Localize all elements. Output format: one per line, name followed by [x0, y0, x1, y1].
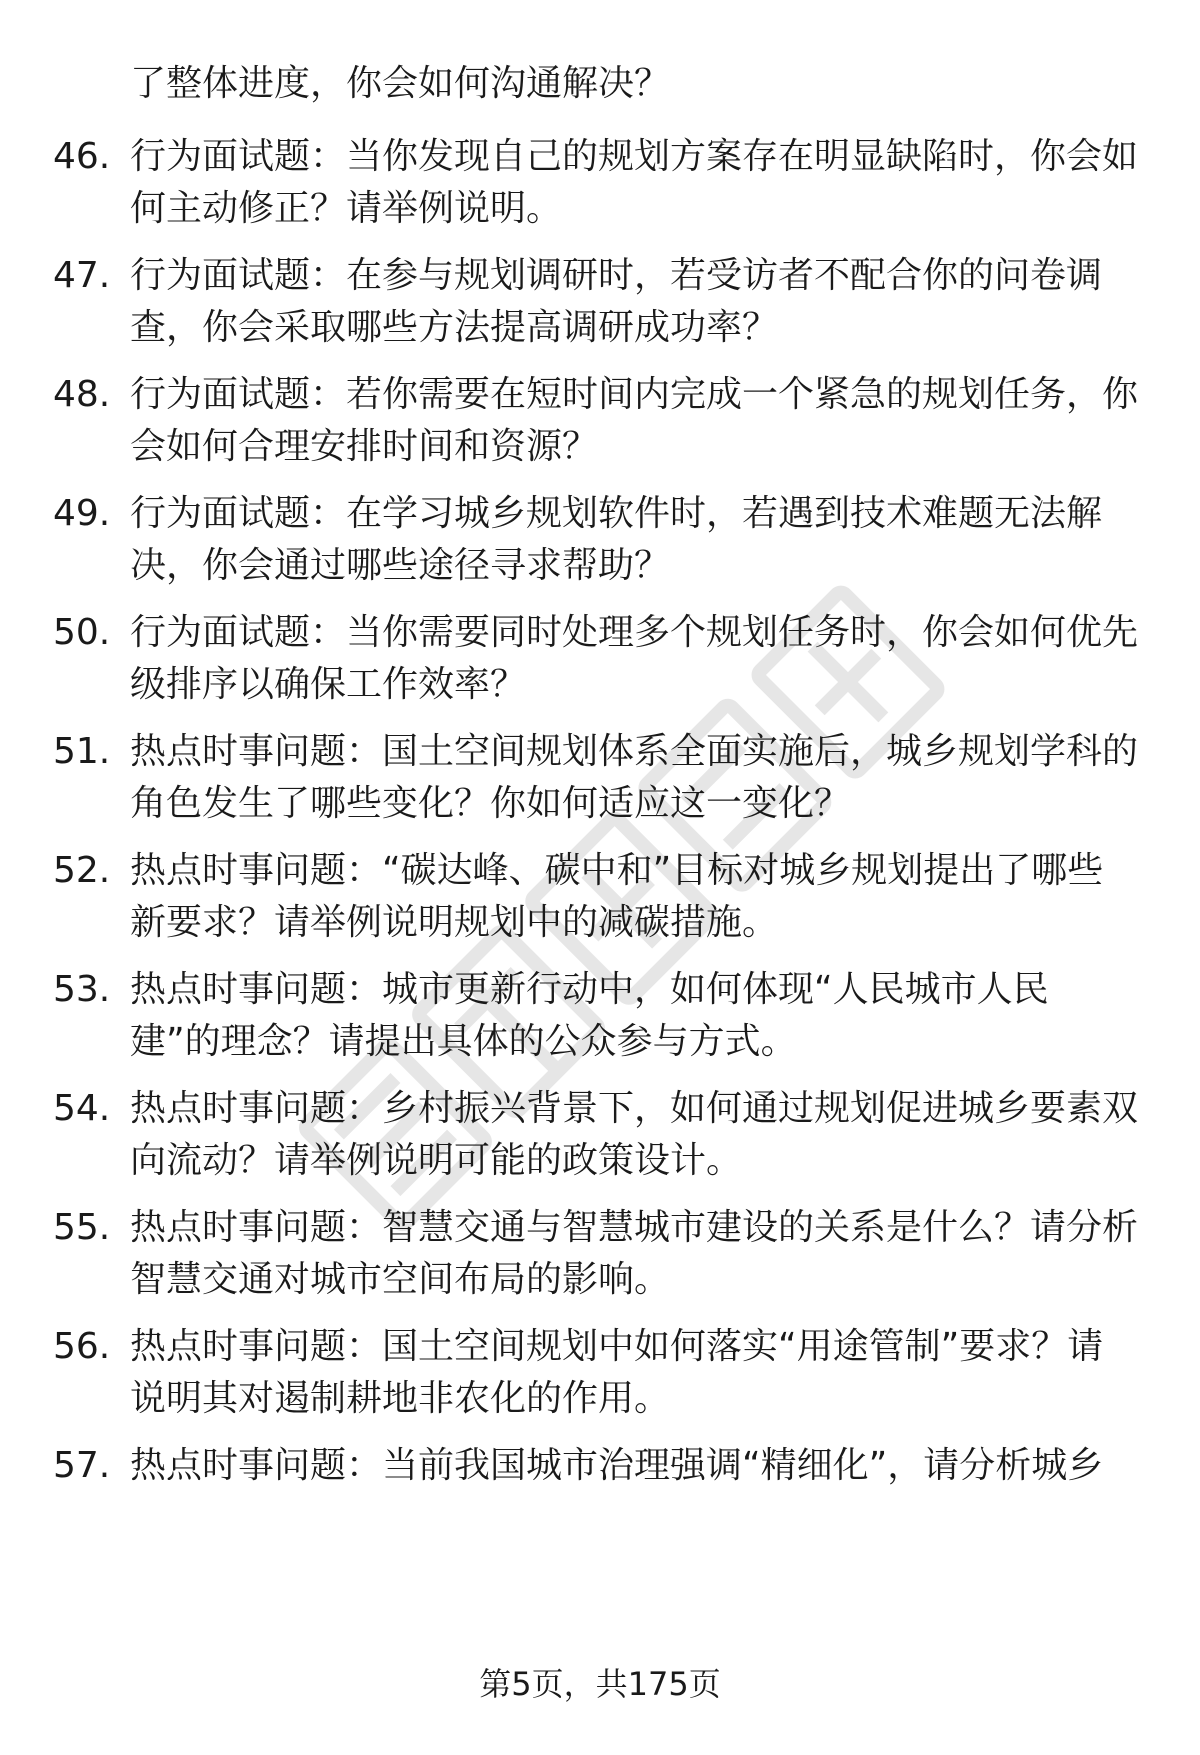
item-line: 行为面试题：在参与规划调研时，若受访者不配合你的问卷调 [130, 255, 1103, 296]
item-text [130, 964, 1140, 1068]
item-line: 向流动？请举例说明可能的政策设计。 [130, 1140, 743, 1181]
item-text [130, 607, 1140, 711]
item-line: 热点时事问题：当前我国城市治理强调“精细化”，请分析城乡 [130, 1445, 1104, 1486]
item-line: 热点时事问题：国土空间规划中如何落实“用途管制”要求？请 [130, 1326, 1104, 1367]
item-line: 何主动修正？请举例说明。 [130, 188, 563, 229]
item-number: 51. [53, 731, 111, 772]
item-line: 热点时事问题：智慧交通与智慧城市建设的关系是什么？请分析 [130, 1207, 1139, 1248]
item-text [130, 726, 1140, 830]
item-line: 行为面试题：当你发现自己的规划方案存在明显缺陷时，你会如 [130, 136, 1139, 177]
item-number: 46. [53, 136, 111, 177]
item-line: 建”的理念？请提出具体的公众参与方式。 [130, 1021, 797, 1062]
item-text [130, 369, 1140, 473]
item-line: 查，你会采取哪些方法提高调研成功率？ [130, 307, 779, 348]
page-footer: 第5页，共175页 [479, 1665, 721, 1703]
item-number: 48. [53, 374, 111, 415]
item-text [130, 1202, 1140, 1306]
item-text [130, 1083, 1140, 1187]
item-number: 57. [53, 1445, 111, 1486]
item-line: 行为面试题：当你需要同时处理多个规划任务时，你会如何优先 [130, 612, 1139, 653]
item-text [130, 1440, 1140, 1492]
item-number: 50. [53, 612, 111, 653]
item-line: 说明其对遏制耕地非农化的作用。 [130, 1378, 671, 1419]
item-text [130, 845, 1140, 949]
item-number: 47. [53, 255, 111, 296]
item-line: 会如何合理安排时间和资源？ [130, 426, 599, 467]
item-line: 热点时事问题：乡村振兴背景下，如何通过规划促进城乡要素双 [130, 1088, 1139, 1129]
item-line: 决，你会通过哪些途径寻求帮助？ [130, 545, 671, 586]
item-line: 行为面试题：在学习城乡规划软件时，若遇到技术难题无法解 [130, 493, 1103, 534]
item-line: 智慧交通对城市空间布局的影响。 [130, 1259, 671, 1300]
item-number: 52. [53, 850, 111, 891]
item-text [130, 250, 1140, 354]
item-number: 53. [53, 969, 111, 1010]
item-text [130, 488, 1140, 592]
item-line: 热点时事问题：国土空间规划体系全面实施后，城乡规划学科的 [130, 731, 1139, 772]
item-line: 级排序以确保工作效率？ [130, 664, 527, 705]
item-line: 新要求？请举例说明规划中的减碳措施。 [130, 902, 779, 943]
item-number: 54. [53, 1088, 111, 1129]
item-line: 角色发生了哪些变化？你如何适应这一变化？ [130, 783, 851, 824]
item-line: 行为面试题：若你需要在短时间内完成一个紧急的规划任务，你 [130, 374, 1139, 415]
item-line: 热点时事问题：城市更新行动中，如何体现“人民城市人民 [130, 969, 1049, 1010]
item-number: 49. [53, 493, 111, 534]
item-line: 热点时事问题：“碳达峰、碳中和”目标对城乡规划提出了哪些 [130, 850, 1104, 891]
item-number: 56. [53, 1326, 111, 1367]
item-text [130, 131, 1140, 235]
item-text [130, 1321, 1140, 1425]
item-number: 55. [53, 1207, 111, 1248]
continuation-line: 了整体进度，你会如何沟通解决？ [130, 63, 671, 104]
